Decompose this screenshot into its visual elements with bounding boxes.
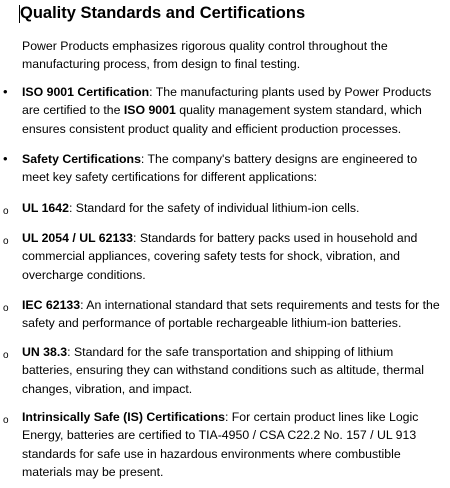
bullet-dot-icon: • [3,151,8,166]
item-text: Standard for the safe transportation and shipping of lithium batteries, ensuring they can withstand conditions such as altitude, thermal changes, vibration, and impact. [22,345,424,396]
item-separator: : [224,410,232,424]
list-item-safety-certifications [22,150,442,187]
item-separator: : [132,231,140,245]
item-separator: : [67,345,74,359]
bullet-circle-icon: o [3,350,9,361]
list-item-ul-1642 [22,199,442,217]
item-separator: : [140,152,148,166]
intro-paragraph: Power Products emphasizes rigorous quality control throughout the manufacturing process, from design to final testing. [22,39,388,71]
item-text: Standards for battery packs used in household and commercial appliances, covering safety tests for shock, vibration, and overcharge conditions. [22,231,418,282]
item-text: The company's battery designs are engineered to meet key safety certifications for different applications: [22,152,418,185]
item-text-continued: quality management system standard, which ensures consistent product quality and efficient production processes. [22,103,422,136]
item-separator: : [149,85,156,99]
item-term: UL 2054 / UL 62133 [22,231,133,245]
item-text: An international standard that sets requirements and tests for the safety and performance of portable rechargeable lithium-ion batteries. [22,298,440,331]
item-separator: : [68,201,76,215]
bullet-circle-icon: o [3,206,9,217]
document-title: Quality Standards and Certifications [20,4,306,22]
item-term: Intrinsically Safe (IS) Certifications [22,410,225,424]
bullet-circle-icon: o [3,236,9,247]
list-item-iso-9001 [22,83,442,138]
bullet-dot-icon: • [3,84,8,99]
list-item-iec-62133 [22,296,442,333]
item-text: The manufacturing plants used by Power Products are certified to the [22,85,432,118]
item-term: Safety Certifications [22,152,141,166]
bullet-circle-icon: o [3,303,9,314]
list-item-ul-2054 [22,229,442,284]
bullet-circle-icon: o [3,415,9,426]
list-item-intrinsically-safe [22,408,442,481]
list-item-un-38-3 [22,343,442,398]
item-text: For certain product lines like Logic Energy, batteries are certified to TIA-4950 / CSA C22.2 No. 157 / UL 913 standards for safe use in hazardous environments where combustible materials may be present. [22,410,419,479]
item-term: ISO 9001 Certification [22,85,150,99]
item-term: IEC 62133 [22,298,81,312]
item-separator: : [80,298,87,312]
item-term: UL 1642 [22,201,69,215]
item-term: UN 38.3 [22,345,68,359]
item-bold-inline: ISO 9001 [123,103,176,118]
item-text: Standard for the safety of individual lithium-ion cells. [75,201,360,215]
